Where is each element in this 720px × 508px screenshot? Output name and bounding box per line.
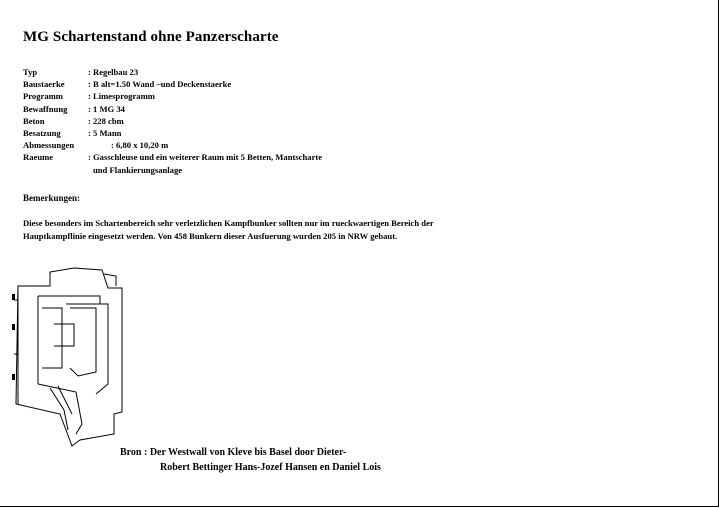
spec-value: B alt=1.50 Wand –und Deckenstaerke (93, 79, 232, 90)
wall-marker (12, 374, 15, 380)
document-title: MG Schartenstand ohne Panzerscharte (23, 29, 279, 45)
spec-table (23, 66, 322, 176)
spec-row: Programm : Limesprogramm (23, 91, 155, 102)
source-line: Bron : Der Westwall von Kleve bis Basel door Dieter- (120, 447, 347, 458)
spec-label: Besatzung (23, 128, 61, 139)
remarks-heading: Bemerkungen: (23, 193, 80, 203)
spec-value: Limesprogramm (93, 91, 155, 102)
embrasure-wall (50, 388, 68, 430)
wall-line (96, 304, 108, 394)
wall-marker (12, 324, 15, 330)
bunker-floor-plan (10, 264, 126, 456)
spec-row: Abmessungen : 6,80 x 10,20 m (23, 140, 169, 151)
inner-room (42, 308, 62, 368)
spec-row: Typ : Regelbau 23 (23, 67, 139, 77)
source-line: Robert Bettinger Hans-Jozef Hansen en Daniel Lois (160, 461, 381, 473)
spec-label: Abmessungen (23, 140, 75, 151)
spec-value: 6,80 x 10,20 m (116, 140, 169, 151)
spec-row: Bewaffnung : 1 MG 34 (23, 103, 125, 114)
spec-row: Baustaerke : B alt=1.50 Wand –und Deckenstaerke (23, 79, 232, 90)
wall-line (38, 296, 100, 304)
source-citation (120, 446, 381, 475)
spec-label: Bewaffnung (23, 103, 68, 114)
inner-wall (54, 324, 74, 346)
embrasure-wall (58, 386, 72, 414)
spec-label: Programm (23, 91, 63, 102)
spec-continuation: und Flankierungsanlage (93, 164, 183, 175)
spec-label: Typ (23, 67, 38, 77)
spec-value: Gasschleuse und ein weiterer Raum mit 5 Betten, Mantscharte (93, 152, 323, 163)
spec-label: Beton (23, 115, 45, 126)
wall-marker (12, 294, 15, 300)
spec-label: Raeume (23, 152, 54, 163)
spec-row: Beton : 228 cbm (23, 115, 124, 126)
outer-wall (16, 268, 122, 446)
embrasure-wall (38, 384, 82, 434)
spec-value: 1 MG 34 (93, 103, 125, 114)
spec-row: Besatzung : 5 Mann (23, 128, 122, 139)
remarks-text: Diese besonders im Schartenbereich sehr verletzlichen Kampfbunker sollten nur im rueckwaertigen Bereich der Hauptkampflinie eingesetzt werden. Von 458 Bunkern dieser Ausfuerung wurden 205 in NRW gebaut. (23, 218, 434, 241)
spec-value: 5 Mann (93, 128, 122, 139)
spec-value: Regelbau 23 (93, 67, 139, 77)
spec-value: 228 cbm (93, 115, 124, 126)
spec-row: Raeume : Gasschleuse und ein weiterer Raum mit 5 Betten, Mantscharte (23, 152, 323, 163)
spec-label: Baustaerke (23, 79, 65, 90)
